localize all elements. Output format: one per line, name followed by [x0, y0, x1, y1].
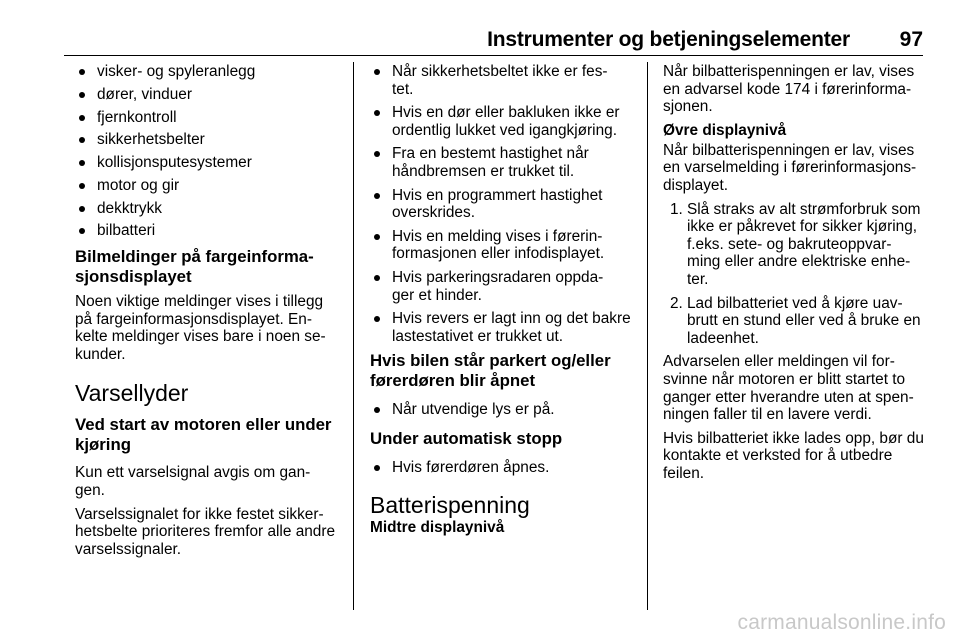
bullet-list: [370, 401, 638, 419]
column-divider-2: [647, 62, 648, 610]
paragraph: Kun ett varselsignal avgis om gan- gen.: [75, 464, 311, 500]
column-1: [75, 63, 343, 564]
paragraph: Når bilbatterispenningen er lav, vises en varselmelding i førerinformasjons- displayet.: [663, 141, 917, 194]
list-item: dører, vinduer: [75, 86, 343, 104]
list-item: visker- og spyleranlegg: [75, 63, 343, 81]
bullet-list: [370, 459, 638, 477]
list-item: Fra en bestemt hastighet når håndbremsen er trukket til.: [370, 145, 638, 180]
list-item: Hvis en melding vises i førerin- formasjonen eller infodisplayet.: [370, 228, 638, 263]
paragraph: Varselssignalet for ikke festet sikker- hetsbelte prioriteres fremfor alle andre varselssignaler.: [75, 505, 336, 558]
page-number: 97: [899, 28, 923, 51]
list-item: [663, 201, 927, 289]
list-item: Hvis førerdøren åpnes.: [370, 459, 638, 477]
heading-ved-start: Ved start av motoren eller under kjøring: [75, 415, 332, 455]
step-text: Slå straks av alt strømforbruk som ikke er påkrevet for sikker kjøring, f.eks. sete- og bakruteoppvar- ming eller andre elektriske enhe- ter.: [687, 200, 921, 288]
paragraph: Noen viktige meldinger vises i tillegg på fargeinformasjonsdisplayet. En- kelte meldinger vises bare i noen se- kunder.: [75, 293, 326, 363]
list-item: Når utvendige lys er på.: [370, 401, 638, 419]
list-item: [663, 295, 927, 348]
numbered-list: [663, 201, 927, 348]
list-item: sikkerhetsbelter: [75, 131, 343, 149]
list-item: Hvis parkeringsradaren oppda- ger et hinder.: [370, 269, 638, 304]
page-title: Instrumenter og betjeningselementer: [487, 28, 850, 51]
list-item: motor og gir: [75, 177, 343, 195]
list-item: dekktrykk: [75, 200, 343, 218]
list-item: bilbatteri: [75, 222, 343, 240]
watermark: carmanualsonline.info: [737, 611, 946, 634]
paragraph: Hvis bilbatteriet ikke lades opp, bør du kontakte et verksted for å utbedre feilen.: [663, 429, 924, 482]
heading-auto-stopp: Under automatisk stopp: [370, 428, 563, 448]
list-item: fjernkontroll: [75, 109, 343, 127]
column-3: [663, 63, 927, 488]
step-number: 2.: [670, 294, 683, 312]
step-text: Lad bilbatteriet ved å kjøre uav- brutt en stund eller ved å bruke en ladeenhet.: [687, 294, 921, 347]
list-item: Hvis en programmert hastighet overskrides.: [370, 187, 638, 222]
header-rule: [64, 55, 923, 56]
heading-parkert: Hvis bilen står parkert og/eller førerdøren blir åpnet: [370, 351, 611, 391]
bullet-list: [75, 63, 343, 240]
column-divider-1: [353, 62, 354, 610]
list-item: Når sikkerhetsbeltet ikke er fes- tet.: [370, 63, 638, 98]
subheading-midtre: Midtre displaynivå: [370, 518, 505, 536]
page-header: [0, 0, 960, 56]
paragraph: Advarselen eller meldingen vil for- svinne når motoren er blitt startet to ganger etter hverandre uten at spen- ningen faller til en lavere verdi.: [663, 353, 914, 424]
step-number: 1.: [670, 200, 683, 218]
list-item: Hvis revers er lagt inn og det bakre lastestativet er trukket ut.: [370, 310, 638, 345]
list-item: Hvis en dør eller bakluken ikke er ordentlig lukket ved igangkjøring.: [370, 104, 638, 139]
section-heading-batterispenning: Batterispenning: [370, 491, 530, 518]
section-heading-varsellyder: Varsellyder: [75, 380, 189, 407]
heading-color-display: Bilmeldinger på fargeinforma- sjonsdisplayet: [75, 247, 314, 287]
bullet-list: [370, 63, 638, 345]
paragraph: Når bilbatterispenningen er lav, vises en advarsel kode 174 i førerinforma- sjonen.: [663, 63, 915, 116]
subheading-ovre: Øvre displaynivå: [663, 121, 787, 139]
column-2: [370, 63, 638, 539]
list-item: kollisjonsputesystemer: [75, 154, 343, 172]
